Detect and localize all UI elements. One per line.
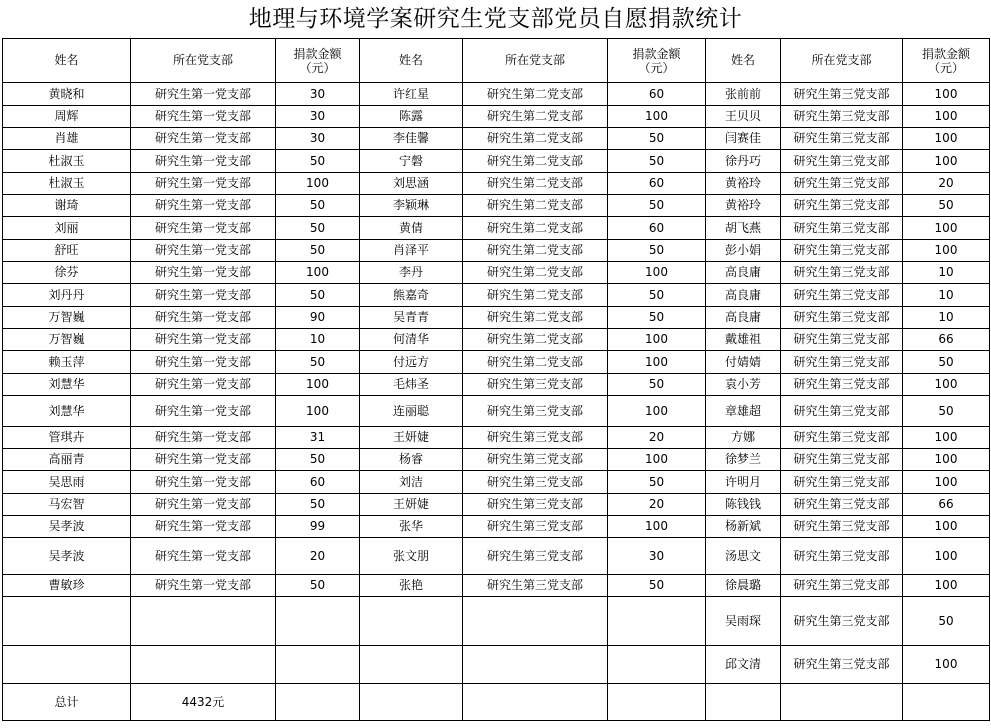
header-branch-g1: 所在党支部 xyxy=(131,39,276,83)
cell-name-g3: 高良庸 xyxy=(706,262,781,284)
cell-amount-g1: 50 xyxy=(276,575,360,597)
cell-name-g2: 熊嘉奇 xyxy=(360,284,463,307)
cell-name-g1: 舒旺 xyxy=(3,240,131,262)
empty-cell xyxy=(360,684,463,721)
cell-amount-g2: 100 xyxy=(608,329,706,351)
cell-name-g3: 杨新斌 xyxy=(706,516,781,538)
header-amount-g3: 捐款金额（元） xyxy=(903,39,990,83)
table-row xyxy=(3,516,990,538)
cell-branch-g3: 研究生第三党支部 xyxy=(781,516,903,538)
cell-amount-g3: 100 xyxy=(903,516,990,538)
cell-branch-g3: 研究生第三党支部 xyxy=(781,173,903,195)
table-row xyxy=(3,329,990,351)
table-row xyxy=(3,262,990,284)
cell-branch-g1: 研究生第一党支部 xyxy=(131,516,276,538)
cell-amount-g2: 100 xyxy=(608,449,706,471)
table-row xyxy=(3,195,990,217)
cell-name-g3: 徐梦兰 xyxy=(706,449,781,471)
header-branch-g3: 所在党支部 xyxy=(781,39,903,83)
cell-amount-g1: 20 xyxy=(276,538,360,575)
cell-branch-g1: 研究生第一党支部 xyxy=(131,471,276,494)
header-amount-g1: 捐款金额（元） xyxy=(276,39,360,83)
cell-branch-g3: 研究生第三党支部 xyxy=(781,494,903,516)
donation-table xyxy=(2,38,990,721)
cell-name-g3: 袁小芳 xyxy=(706,374,781,396)
cell-name-g1: 吴孝波 xyxy=(3,516,131,538)
cell-name-g3: 徐丹巧 xyxy=(706,150,781,173)
page-title: 地理与环境学案研究生党支部党员自愿捐款统计 xyxy=(248,6,743,32)
cell-amount-g3: 100 xyxy=(903,575,990,597)
cell-amount-g1: 100 xyxy=(276,173,360,195)
cell-branch-g3: 研究生第三党支部 xyxy=(781,575,903,597)
cell-amount-g2: 50 xyxy=(608,240,706,262)
total-row xyxy=(3,684,990,721)
cell-branch-g3: 研究生第三党支部 xyxy=(781,262,903,284)
cell-branch-g2: 研究生第二党支部 xyxy=(463,106,608,128)
table-row xyxy=(3,307,990,329)
cell-name-g1: 万智巍 xyxy=(3,329,131,351)
cell-name-g1: 周辉 xyxy=(3,106,131,128)
cell-amount-g1: 50 xyxy=(276,195,360,217)
cell-amount-g3: 100 xyxy=(903,374,990,396)
cell-name-g1: 吴孝波 xyxy=(3,538,131,575)
cell-name-g2: 黄倩 xyxy=(360,217,463,240)
cell-name-g1: 徐芬 xyxy=(3,262,131,284)
cell-branch-g2: 研究生第二党支部 xyxy=(463,128,608,150)
cell-amount-g1: 50 xyxy=(276,449,360,471)
cell-amount-g3: 100 xyxy=(903,217,990,240)
empty-cell xyxy=(903,684,990,721)
cell-branch-g1: 研究生第一党支部 xyxy=(131,240,276,262)
total-value: 4432元 xyxy=(131,684,276,721)
total-label: 总计 xyxy=(3,684,131,721)
cell-amount-g2: 100 xyxy=(608,106,706,128)
cell-branch-g1: 研究生第一党支部 xyxy=(131,284,276,307)
cell-branch-g3: 研究生第三党支部 xyxy=(781,471,903,494)
cell-branch-g3: 研究生第三党支部 xyxy=(781,329,903,351)
cell-branch-g2 xyxy=(463,646,608,684)
cell-name-g2: 李佳馨 xyxy=(360,128,463,150)
cell-branch-g1: 研究生第一党支部 xyxy=(131,262,276,284)
cell-amount-g1 xyxy=(276,597,360,646)
table-row xyxy=(3,396,990,427)
table-row xyxy=(3,83,990,106)
cell-amount-g2: 60 xyxy=(608,217,706,240)
cell-branch-g3: 研究生第三党支部 xyxy=(781,374,903,396)
cell-name-g2: 陈露 xyxy=(360,106,463,128)
cell-branch-g1: 研究生第一党支部 xyxy=(131,128,276,150)
cell-branch-g1: 研究生第一党支部 xyxy=(131,575,276,597)
cell-amount-g1: 50 xyxy=(276,217,360,240)
cell-branch-g3: 研究生第三党支部 xyxy=(781,307,903,329)
cell-amount-g2: 20 xyxy=(608,494,706,516)
cell-amount-g1: 31 xyxy=(276,427,360,449)
table-body xyxy=(3,39,990,721)
cell-name-g3: 汤思文 xyxy=(706,538,781,575)
cell-branch-g1: 研究生第一党支部 xyxy=(131,374,276,396)
cell-branch-g2: 研究生第三党支部 xyxy=(463,449,608,471)
cell-amount-g2: 30 xyxy=(608,538,706,575)
table-row xyxy=(3,173,990,195)
header-amount-g2: 捐款金额（元） xyxy=(608,39,706,83)
cell-name-g1: 黄晓和 xyxy=(3,83,131,106)
cell-name-g2: 张艳 xyxy=(360,575,463,597)
cell-branch-g2: 研究生第二党支部 xyxy=(463,262,608,284)
cell-branch-g1 xyxy=(131,597,276,646)
cell-name-g1: 肖雄 xyxy=(3,128,131,150)
cell-amount-g3: 66 xyxy=(903,494,990,516)
empty-cell xyxy=(608,684,706,721)
header-name-g2: 姓名 xyxy=(360,39,463,83)
table-row xyxy=(3,427,990,449)
cell-amount-g3: 100 xyxy=(903,471,990,494)
cell-amount-g2: 100 xyxy=(608,351,706,374)
cell-amount-g2: 20 xyxy=(608,427,706,449)
cell-amount-g3: 100 xyxy=(903,427,990,449)
cell-branch-g1: 研究生第一党支部 xyxy=(131,195,276,217)
cell-branch-g1: 研究生第一党支部 xyxy=(131,427,276,449)
cell-name-g1: 刘丽 xyxy=(3,217,131,240)
cell-name-g2: 宁磐 xyxy=(360,150,463,173)
cell-branch-g3: 研究生第三党支部 xyxy=(781,217,903,240)
cell-amount-g1: 30 xyxy=(276,128,360,150)
cell-amount-g1 xyxy=(276,646,360,684)
cell-name-g1: 马宏智 xyxy=(3,494,131,516)
cell-branch-g3: 研究生第三党支部 xyxy=(781,449,903,471)
cell-amount-g3: 50 xyxy=(903,597,990,646)
cell-amount-g1: 60 xyxy=(276,471,360,494)
cell-branch-g2: 研究生第二党支部 xyxy=(463,307,608,329)
table-row xyxy=(3,150,990,173)
cell-branch-g3: 研究生第三党支部 xyxy=(781,195,903,217)
cell-amount-g2: 100 xyxy=(608,516,706,538)
cell-name-g3: 张前前 xyxy=(706,83,781,106)
cell-branch-g1: 研究生第一党支部 xyxy=(131,150,276,173)
cell-name-g3: 黄裕玲 xyxy=(706,173,781,195)
cell-name-g3: 吴雨琛 xyxy=(706,597,781,646)
cell-branch-g3: 研究生第三党支部 xyxy=(781,128,903,150)
cell-amount-g3: 66 xyxy=(903,329,990,351)
cell-amount-g3: 100 xyxy=(903,106,990,128)
cell-branch-g1: 研究生第一党支部 xyxy=(131,106,276,128)
cell-amount-g2 xyxy=(608,597,706,646)
cell-amount-g1: 100 xyxy=(276,374,360,396)
cell-name-g3: 许明月 xyxy=(706,471,781,494)
cell-amount-g1: 100 xyxy=(276,396,360,427)
cell-amount-g1: 50 xyxy=(276,494,360,516)
cell-branch-g2: 研究生第三党支部 xyxy=(463,516,608,538)
cell-name-g2: 张华 xyxy=(360,516,463,538)
table-row xyxy=(3,374,990,396)
cell-branch-g2: 研究生第二党支部 xyxy=(463,351,608,374)
cell-amount-g3: 100 xyxy=(903,240,990,262)
table-row xyxy=(3,597,990,646)
cell-amount-g2: 50 xyxy=(608,150,706,173)
cell-name-g1: 杜淑玉 xyxy=(3,150,131,173)
cell-name-g3: 闫赛佳 xyxy=(706,128,781,150)
cell-amount-g2: 50 xyxy=(608,128,706,150)
cell-amount-g3: 10 xyxy=(903,262,990,284)
cell-name-g2: 王妍婕 xyxy=(360,427,463,449)
cell-name-g1: 管琪卉 xyxy=(3,427,131,449)
cell-name-g2 xyxy=(360,597,463,646)
cell-name-g1: 赖玉萍 xyxy=(3,351,131,374)
cell-name-g2: 王妍婕 xyxy=(360,494,463,516)
cell-amount-g3: 10 xyxy=(903,307,990,329)
table-row xyxy=(3,240,990,262)
cell-name-g2: 连丽聪 xyxy=(360,396,463,427)
cell-branch-g1: 研究生第一党支部 xyxy=(131,217,276,240)
cell-amount-g2: 100 xyxy=(608,396,706,427)
cell-amount-g3: 100 xyxy=(903,646,990,684)
cell-branch-g3: 研究生第三党支部 xyxy=(781,538,903,575)
cell-branch-g2: 研究生第二党支部 xyxy=(463,217,608,240)
cell-name-g2: 张文朋 xyxy=(360,538,463,575)
cell-amount-g3: 100 xyxy=(903,150,990,173)
cell-name-g3: 黄裕玲 xyxy=(706,195,781,217)
cell-amount-g2: 60 xyxy=(608,173,706,195)
table-row xyxy=(3,471,990,494)
cell-amount-g3: 50 xyxy=(903,195,990,217)
cell-amount-g3: 100 xyxy=(903,449,990,471)
cell-branch-g2: 研究生第二党支部 xyxy=(463,173,608,195)
cell-name-g1: 万智巍 xyxy=(3,307,131,329)
cell-name-g1: 刘慧华 xyxy=(3,374,131,396)
cell-branch-g2: 研究生第三党支部 xyxy=(463,427,608,449)
cell-branch-g3: 研究生第三党支部 xyxy=(781,646,903,684)
cell-name-g3: 邱文清 xyxy=(706,646,781,684)
cell-name-g1 xyxy=(3,646,131,684)
cell-amount-g2: 50 xyxy=(608,307,706,329)
cell-name-g3: 高良庸 xyxy=(706,307,781,329)
cell-amount-g3: 20 xyxy=(903,173,990,195)
cell-name-g2: 肖泽平 xyxy=(360,240,463,262)
cell-name-g1: 高丽青 xyxy=(3,449,131,471)
cell-name-g3: 徐晨璐 xyxy=(706,575,781,597)
table-row xyxy=(3,575,990,597)
header-name-g1: 姓名 xyxy=(3,39,131,83)
cell-name-g3: 王贝贝 xyxy=(706,106,781,128)
cell-name-g2: 许红星 xyxy=(360,83,463,106)
table-row xyxy=(3,106,990,128)
cell-amount-g2: 50 xyxy=(608,575,706,597)
table-row xyxy=(3,538,990,575)
cell-amount-g2: 100 xyxy=(608,262,706,284)
cell-amount-g1: 30 xyxy=(276,83,360,106)
cell-name-g3: 付婧婧 xyxy=(706,351,781,374)
cell-name-g1: 曹敏珍 xyxy=(3,575,131,597)
cell-name-g3: 章雄超 xyxy=(706,396,781,427)
cell-amount-g2: 50 xyxy=(608,471,706,494)
cell-branch-g3: 研究生第三党支部 xyxy=(781,106,903,128)
cell-name-g3: 方娜 xyxy=(706,427,781,449)
table-row xyxy=(3,646,990,684)
cell-name-g1: 刘慧华 xyxy=(3,396,131,427)
cell-name-g2: 付远方 xyxy=(360,351,463,374)
cell-branch-g2: 研究生第三党支部 xyxy=(463,575,608,597)
cell-amount-g3: 50 xyxy=(903,396,990,427)
cell-branch-g3: 研究生第三党支部 xyxy=(781,396,903,427)
cell-branch-g3: 研究生第三党支部 xyxy=(781,351,903,374)
cell-name-g2: 毛炜圣 xyxy=(360,374,463,396)
cell-branch-g2: 研究生第三党支部 xyxy=(463,494,608,516)
cell-name-g1: 吴思雨 xyxy=(3,471,131,494)
cell-name-g2: 吴青青 xyxy=(360,307,463,329)
cell-branch-g1: 研究生第一党支部 xyxy=(131,396,276,427)
cell-amount-g1: 50 xyxy=(276,351,360,374)
cell-name-g1 xyxy=(3,597,131,646)
cell-branch-g2: 研究生第三党支部 xyxy=(463,471,608,494)
cell-name-g1: 谢琦 xyxy=(3,195,131,217)
cell-amount-g2: 50 xyxy=(608,374,706,396)
cell-branch-g3: 研究生第三党支部 xyxy=(781,597,903,646)
cell-branch-g1: 研究生第一党支部 xyxy=(131,307,276,329)
cell-branch-g3: 研究生第三党支部 xyxy=(781,284,903,307)
table-row xyxy=(3,351,990,374)
cell-branch-g2 xyxy=(463,597,608,646)
cell-branch-g2: 研究生第三党支部 xyxy=(463,396,608,427)
cell-name-g3: 彭小娟 xyxy=(706,240,781,262)
empty-cell xyxy=(276,684,360,721)
cell-branch-g2: 研究生第三党支部 xyxy=(463,538,608,575)
header-name-g3: 姓名 xyxy=(706,39,781,83)
cell-amount-g2: 60 xyxy=(608,83,706,106)
cell-branch-g2: 研究生第二党支部 xyxy=(463,284,608,307)
cell-branch-g2: 研究生第二党支部 xyxy=(463,150,608,173)
cell-name-g3: 戴雄祖 xyxy=(706,329,781,351)
cell-name-g2 xyxy=(360,646,463,684)
cell-amount-g3: 100 xyxy=(903,128,990,150)
cell-amount-g2 xyxy=(608,646,706,684)
cell-branch-g1: 研究生第一党支部 xyxy=(131,173,276,195)
table-row xyxy=(3,128,990,150)
cell-amount-g1: 100 xyxy=(276,262,360,284)
header-row xyxy=(3,39,990,83)
empty-cell xyxy=(463,684,608,721)
cell-branch-g2: 研究生第二党支部 xyxy=(463,195,608,217)
cell-amount-g1: 10 xyxy=(276,329,360,351)
cell-branch-g2: 研究生第二党支部 xyxy=(463,240,608,262)
cell-name-g2: 刘洁 xyxy=(360,471,463,494)
header-branch-g2: 所在党支部 xyxy=(463,39,608,83)
cell-name-g3: 胡飞燕 xyxy=(706,217,781,240)
empty-cell xyxy=(706,684,781,721)
cell-name-g2: 李颖琳 xyxy=(360,195,463,217)
table-row xyxy=(3,494,990,516)
cell-branch-g3: 研究生第三党支部 xyxy=(781,427,903,449)
cell-amount-g2: 50 xyxy=(608,284,706,307)
cell-amount-g3: 100 xyxy=(903,83,990,106)
cell-branch-g3: 研究生第三党支部 xyxy=(781,150,903,173)
cell-branch-g1: 研究生第一党支部 xyxy=(131,494,276,516)
cell-name-g2: 何清华 xyxy=(360,329,463,351)
cell-amount-g1: 90 xyxy=(276,307,360,329)
cell-amount-g3: 10 xyxy=(903,284,990,307)
cell-branch-g3: 研究生第三党支部 xyxy=(781,83,903,106)
cell-branch-g1: 研究生第一党支部 xyxy=(131,449,276,471)
cell-name-g2: 杨睿 xyxy=(360,449,463,471)
cell-name-g2: 李丹 xyxy=(360,262,463,284)
cell-branch-g2: 研究生第二党支部 xyxy=(463,329,608,351)
cell-name-g3: 高良庸 xyxy=(706,284,781,307)
empty-cell xyxy=(781,684,903,721)
cell-branch-g2: 研究生第三党支部 xyxy=(463,374,608,396)
table-row xyxy=(3,284,990,307)
cell-branch-g1: 研究生第一党支部 xyxy=(131,538,276,575)
cell-amount-g1: 50 xyxy=(276,284,360,307)
cell-amount-g1: 50 xyxy=(276,150,360,173)
cell-branch-g1: 研究生第一党支部 xyxy=(131,329,276,351)
cell-branch-g2: 研究生第二党支部 xyxy=(463,83,608,106)
cell-amount-g3: 50 xyxy=(903,351,990,374)
cell-name-g3: 陈钱钱 xyxy=(706,494,781,516)
table-row xyxy=(3,217,990,240)
cell-name-g2: 刘思涵 xyxy=(360,173,463,195)
cell-branch-g3: 研究生第三党支部 xyxy=(781,240,903,262)
cell-amount-g1: 99 xyxy=(276,516,360,538)
cell-name-g1: 刘丹丹 xyxy=(3,284,131,307)
cell-amount-g3: 100 xyxy=(903,538,990,575)
cell-amount-g1: 30 xyxy=(276,106,360,128)
cell-amount-g2: 50 xyxy=(608,195,706,217)
cell-amount-g1: 50 xyxy=(276,240,360,262)
cell-branch-g1: 研究生第一党支部 xyxy=(131,83,276,106)
cell-branch-g1 xyxy=(131,646,276,684)
table-row xyxy=(3,449,990,471)
cell-name-g1: 杜淑玉 xyxy=(3,173,131,195)
cell-branch-g1: 研究生第一党支部 xyxy=(131,351,276,374)
